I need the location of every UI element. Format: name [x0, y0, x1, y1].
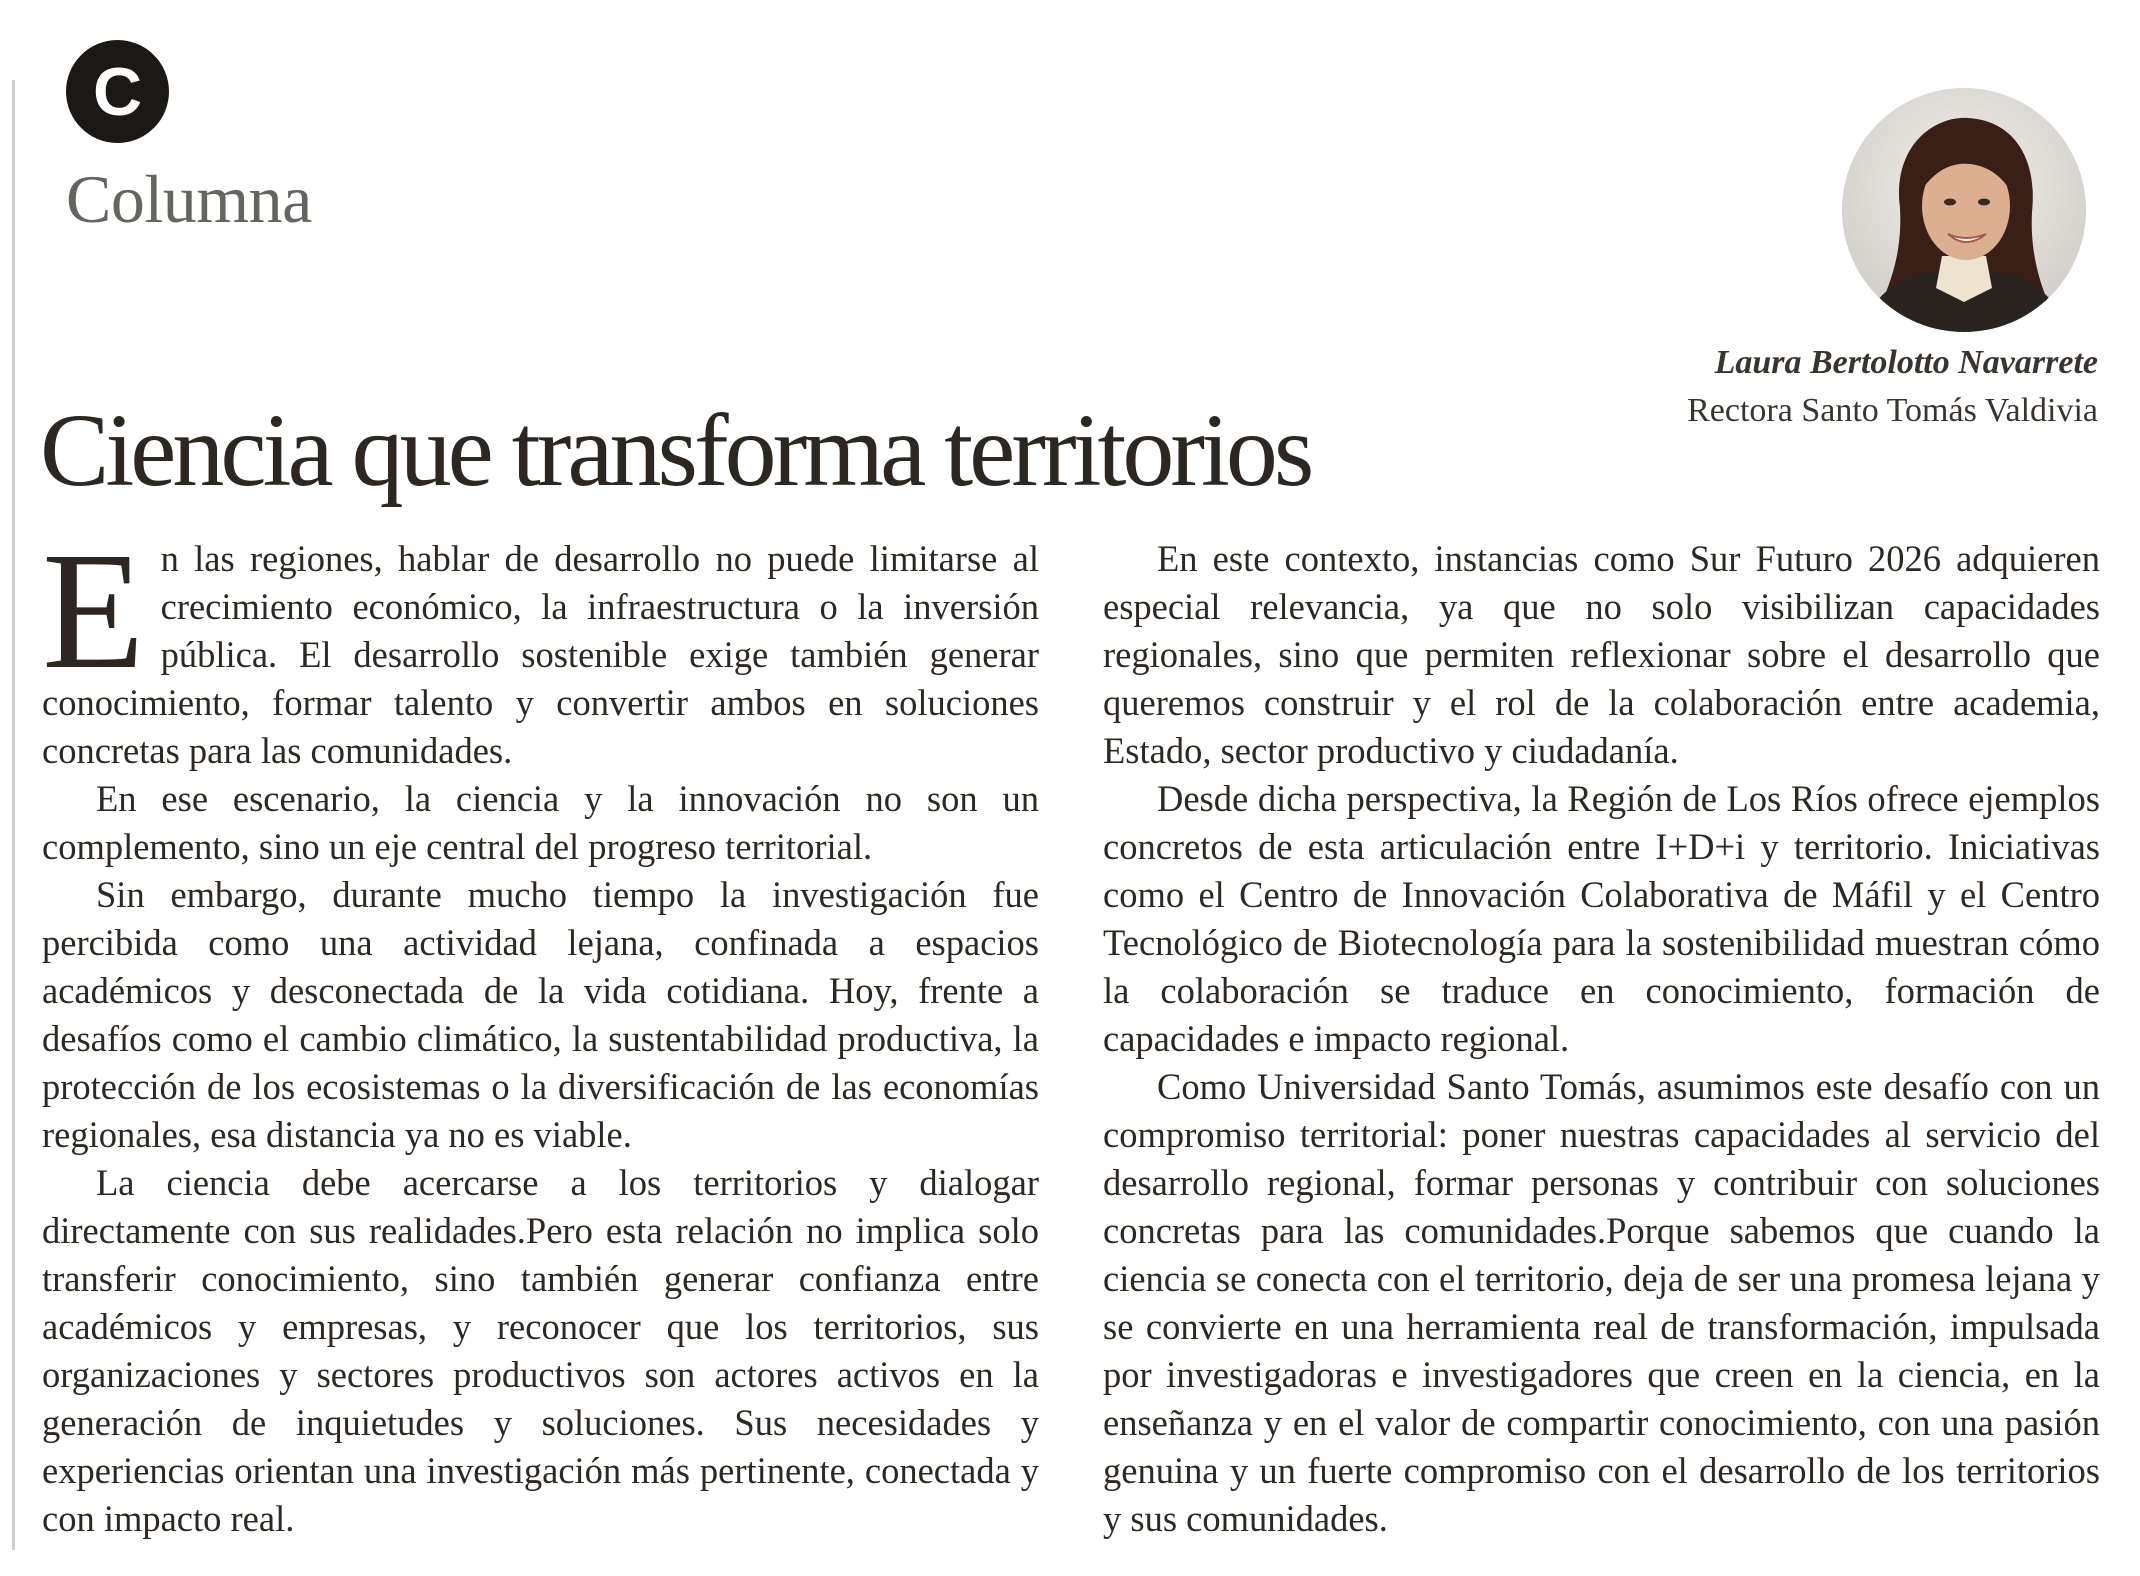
article-paragraph: En ese escenario, la ciencia y la innovación no son un complemento, sino un eje central del progreso territorial.: [42, 778, 1039, 867]
section-badge-letter: C: [92, 53, 143, 130]
article-column-right: [1103, 535, 2100, 1543]
drop-cap: E: [42, 518, 145, 704]
article-column-left: [42, 518, 1039, 1543]
article-paragraph: Como Universidad Santo Tomás, asumimos este desafío con un compromiso territorial: poner nuestras capacidades al servicio del desarrollo regional, formar personas y contribuir con soluciones concretas para las comunidades.Porque sabemos que cuando la ciencia se conecta con el territorio, deja de ser una promesa lejana y se convierte en una herramienta real de transformación, impulsada por investigadoras e investigadores que creen en la ciencia, en la enseñanza y en el valor de compartir conocimiento, con una pasión genuina y un fuerte compromiso con el desarrollo de los territorios y sus comunidades.: [1103, 1066, 2100, 1539]
article-paragraph: En este contexto, instancias como Sur Futuro 2026 adquieren especial relevancia, ya que no solo visibilizan capacidades regionales, sino que permiten reflexionar sobre el desarrollo que queremos construir y el rol de la colaboración entre academia, Estado, sector productivo y ciudadanía.: [1103, 538, 2100, 771]
article-paragraph: La ciencia debe acercarse a los territorios y dialogar directamente con sus realidades.Pero esta relación no implica solo transferir conocimiento, sino también generar confianza entre académicos y empresas, y reconocer que los territorios, sus organizaciones y sectores productivos son actores activos en la generación de inquietudes y soluciones. Sus necesidades y experiencias orientan una investigación más pertinente, conectada y con impacto real.: [42, 1162, 1039, 1539]
article-paragraph: Sin embargo, durante mucho tiempo la investigación fue percibida como una actividad lejana, confinada a espacios académicos y desconectada de la vida cotidiana. Hoy, frente a desafíos como el cambio climático, la sustentabilidad productiva, la protección de los ecosistemas o la diversificación de las economías regionales, esa distancia ya no es viable.: [42, 874, 1039, 1155]
author-role: Rectora Santo Tomás Valdivia: [1687, 392, 2098, 429]
article-paragraph: Desde dicha perspectiva, la Región de Los Ríos ofrece ejemplos concretos de esta articulación entre I+D+i y territorio. Iniciativas como el Centro de Innovación Colaborativa de Máfil y el Centro Tecnológico de Biotecnología para la sostenibilidad muestran cómo la colaboración se traduce en conocimiento, formación de capacidades e impacto regional.: [1103, 778, 2100, 1059]
section-badge-icon: [66, 40, 169, 143]
article-paragraph: En las regiones, hablar de desarrollo no puede limitarse al crecimiento económico, la infraestructura o la inversión pública. El desarrollo sostenible exige también generar conocimiento, formar talento y convertir ambos en soluciones concretas para las comunidades.: [42, 518, 1039, 771]
author-name: Laura Bertolotto Navarrete: [1714, 344, 2098, 381]
headline: Ciencia que transforma territorios: [40, 393, 1311, 508]
author-portrait-icon: [1842, 88, 2086, 332]
page-edge-rule: [12, 80, 15, 1550]
section-label: Columna: [66, 161, 312, 237]
